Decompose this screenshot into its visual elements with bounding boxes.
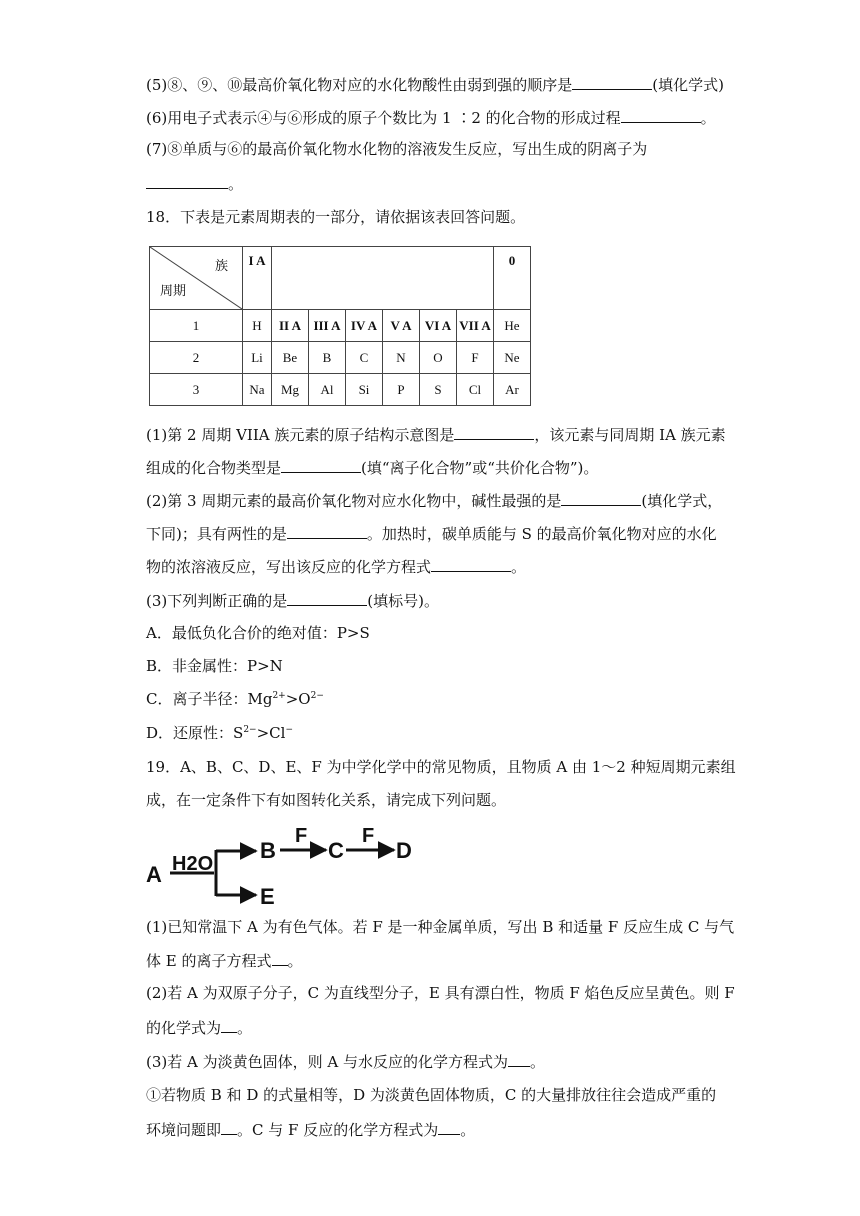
q17-part5: (5)⑧、⑨、⑩最高价氧化物对应的水化物酸性由弱到强的顺序是 (填化学式) bbox=[146, 76, 724, 94]
element-cell: Ne bbox=[494, 342, 531, 374]
group-header-1a: I A bbox=[243, 247, 272, 310]
option-d: D．还原性：$S^{2-}>Cl^-$ bbox=[146, 724, 293, 742]
scheme-a: A bbox=[146, 862, 162, 887]
q18-part3: (3)下列判断正确的是 (填标号)。 bbox=[146, 592, 439, 610]
group-header: VII A bbox=[457, 310, 494, 342]
element-cell: O bbox=[420, 342, 457, 374]
group-header: V A bbox=[383, 310, 420, 342]
table-corner-cell: 族 周期 bbox=[150, 247, 243, 310]
scheme-d: D bbox=[396, 838, 412, 863]
q18-part2-line2: 下同)；具有两性的是 。加热时，碳单质能与 S 的最高价氧化物对应的水化 bbox=[146, 525, 717, 543]
element-cell: Cl bbox=[457, 374, 494, 406]
conversion-scheme bbox=[140, 820, 440, 910]
scheme-h2o: H2O bbox=[172, 853, 214, 875]
element-cell: F bbox=[457, 342, 494, 374]
group-header-0: 0 bbox=[494, 247, 531, 310]
q17-part6: (6)用电子式表示④与⑥形成的原子个数比为 1 ∶2 的化合物的形成过程 。 bbox=[146, 109, 716, 127]
scheme-c: C bbox=[328, 838, 344, 863]
q19-part4-line1: ①若物质 B 和 D 的式量相等，D 为淡黄色固体物质，C 的大量排放往往会造成严重的 bbox=[146, 1086, 717, 1104]
option-a: A．最低负化合价的绝对值：P>S bbox=[146, 624, 370, 642]
q18-part1-line2: 组成的化合物类型是 (填“离子化合物”或“共价化合物”)。 bbox=[146, 459, 599, 477]
answer-blank[interactable] bbox=[431, 556, 511, 572]
answer-blank[interactable] bbox=[221, 1017, 237, 1033]
q18-part2-line3: 物的浓溶液反应，写出该反应的化学方程式 。 bbox=[146, 558, 527, 576]
diagonal-line-icon bbox=[150, 247, 242, 309]
element-cell: C bbox=[346, 342, 383, 374]
group-header: VI A bbox=[420, 310, 457, 342]
q19-part4-line2: 环境问题即 。C 与 F 反应的化学方程式为 。 bbox=[146, 1121, 476, 1139]
q19-stem-line1: 19．A、B、C、D、E、F 为中学化学中的常见物质，且物质 A 由 1～2 种短周期元素组 bbox=[146, 758, 736, 776]
element-cell: Al bbox=[309, 374, 346, 406]
answer-blank[interactable] bbox=[572, 74, 652, 90]
scheme-f2: F bbox=[362, 825, 375, 847]
answer-blank[interactable] bbox=[146, 173, 228, 189]
answer-blank[interactable] bbox=[508, 1051, 530, 1067]
element-cell: S bbox=[420, 374, 457, 406]
q18-stem: 18．下表是元素周期表的一部分，请依据该表回答问题。 bbox=[146, 208, 526, 226]
q19-part2-line2: 的化学式为 。 bbox=[146, 1019, 253, 1037]
element-cell: Ar bbox=[494, 374, 531, 406]
element-cell: Be bbox=[272, 342, 309, 374]
element-cell: H bbox=[243, 310, 272, 342]
period-cell: 3 bbox=[150, 374, 243, 406]
element-cell: He bbox=[494, 310, 531, 342]
q18-part1-line1: (1)第 2 周期 VIIA 族元素的原子结构示意图是 ，该元素与同周期 IA 族元素 bbox=[146, 426, 726, 444]
element-cell: N bbox=[383, 342, 420, 374]
scheme-b: B bbox=[260, 838, 276, 863]
q19-stem-line2: 成，在一定条件下有如图转化关系，请完成下列问题。 bbox=[146, 791, 507, 809]
option-c: C．离子半径：$Mg^{2+}>O^{2-}$ bbox=[146, 690, 324, 708]
element-cell: Mg bbox=[272, 374, 309, 406]
group-header: IV A bbox=[346, 310, 383, 342]
q18-part2-line1: (2)第 3 周期元素的最高价氧化物对应水化物中，碱性最强的是 (填化学式， bbox=[146, 492, 723, 510]
period-cell: 1 bbox=[150, 310, 243, 342]
element-cell: P bbox=[383, 374, 420, 406]
answer-blank[interactable] bbox=[221, 1119, 237, 1135]
option-b: B．非金属性：P>N bbox=[146, 657, 283, 675]
element-cell: Li bbox=[243, 342, 272, 374]
answer-blank[interactable] bbox=[454, 424, 534, 440]
answer-blank[interactable] bbox=[621, 107, 701, 123]
answer-blank[interactable] bbox=[281, 457, 361, 473]
q19-part1-line1: (1)已知常温下 A 为有色气体。若 F 是一种金属单质，写出 B 和适量 F 反应生成 C 与气 bbox=[146, 918, 735, 936]
q19-part2-line1: (2)若 A 为双原子分子，C 为直线型分子，E 具有漂白性，物质 F 焰色反应呈黄色。则 F bbox=[146, 984, 735, 1002]
answer-blank[interactable] bbox=[438, 1119, 460, 1135]
element-cell: Na bbox=[243, 374, 272, 406]
table-blank-area bbox=[272, 247, 494, 310]
q19-part3: (3)若 A 为淡黄色固体，则 A 与水反应的化学方程式为 。 bbox=[146, 1053, 546, 1071]
element-cell: B bbox=[309, 342, 346, 374]
q17-part7: (7)⑧单质与⑥的最高价氧化物水化物的溶液发生反应，写出生成的阴离子为 bbox=[146, 140, 648, 158]
q19-part1-line2: 体 E 的离子方程式 。 bbox=[146, 952, 303, 970]
period-cell: 2 bbox=[150, 342, 243, 374]
answer-blank[interactable] bbox=[287, 590, 367, 606]
answer-blank[interactable] bbox=[272, 950, 288, 966]
answer-blank[interactable] bbox=[561, 490, 641, 506]
answer-blank[interactable] bbox=[287, 523, 367, 539]
group-header: III A bbox=[309, 310, 346, 342]
periodic-table bbox=[149, 246, 531, 406]
element-cell: Si bbox=[346, 374, 383, 406]
q17-part7-answer: 。 bbox=[146, 173, 243, 194]
group-header: II A bbox=[272, 310, 309, 342]
scheme-f1: F bbox=[295, 825, 308, 847]
scheme-e: E bbox=[260, 884, 275, 909]
